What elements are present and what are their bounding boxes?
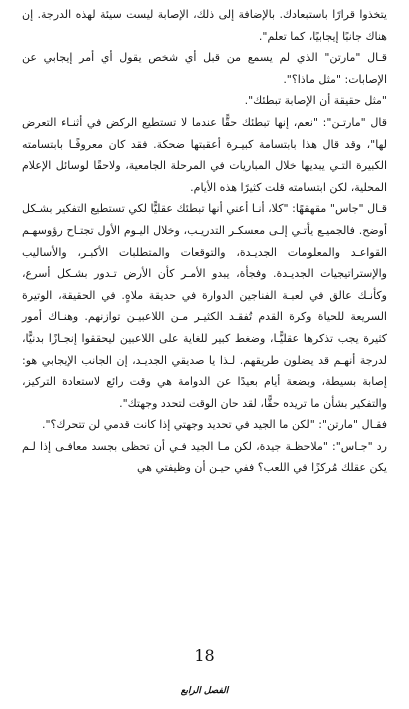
paragraph-5: قـال "جاس" مقهقهًا: "كلا، أنـا أعني أنها تبطئك عقليًّا لكي تستطيع التفكير بشـكل أوضح. فالجميـع يأتـي إلـى معسكـر التدريـب، وخلال اليـوم الأول تجتـاح رؤوسهـم القواعـد والمعلومات الجديـدة، والتوقعات والمتطلبات الأكبـر، والأساليب والإستراتيجيات الجديـدة. وفجأة، يبدو الأمـر كأن الأرض تـدور بشـكل أسرع، وكأنـك عالق في لعبـة الفناجين الدوارة في حديقة ملاهٍ. في الحقيقة، الوتيرة السريعة للحياة وكرة القدم تُفقـد الكثيـر مـن اللاعبيـن توازنهم. وهنـاك أمور كثيرة يجب تذكرها عقليًّـا، وضغط كبير للغاية على اللاعبين ليحققوا إنجـازًا بدنيًّا، لدرجة أنهـم قد يضلون طريقهم. لـذا يا صديقي الجديـد، إن الجانب الإيجابي هو: إصابة بسيطة، وبضعة أيام بعيدًا عن الدوامة هي وقت رائع لاستعادة التركيز، والتفكير بشأن ما تريده حقًّا، لقد حان الوقت لتحدد وجهتك".	[22, 202, 387, 410]
page-number: 18	[194, 646, 215, 665]
chapter-label: الفصل الرابع	[180, 686, 229, 696]
paragraph-4: قال "مارتـن": "نعم، إنها تبطئك حقًّا عندما لا تستطيع الركض في أثنـاء التعرض لها"، وقد قال هذا بابتسامة كبيـرة أعقبتها ضحكة. فقد كان معروفًـا بابتسامته الكبيرة التـي يبديها خلال المباريات في المرحلة الجامعية، ولاحقًا لوسائل الإعلام المحلية، لكن ابتسامته قلت كثيرًا هذه الأيام.	[22, 115, 387, 194]
paragraph-7: رد "جـاس": "ملاحظـة جيدة، لكن مـا الجيد فـي أن تحظى بجسد معافـى إذا لـم يكن عقلك مُركزًا في اللعب؟ ففي حيـن أن وظيفتي هي	[22, 439, 387, 475]
paragraph-1: يتخذوا قرارًا باستبعادك. بالإضافة إلى ذلك، الإصابة ليست سيئة لهذه الدرجة. إن هناك جانبًا إيجابيًا، كما تعلم".	[22, 8, 387, 43]
paragraph-6: فقـال "مارتن": "لكن ما الجيد في تحديد وجهتي إذا كانت قدمي لن تتحرك؟".	[41, 418, 387, 432]
paragraph-2: قـال "مارتن" الذي لم يسمع من قبل أي شخص يقول أي أمر إيجابي عن الإصابات: "مثل ماذا؟".	[22, 51, 387, 86]
paragraph-3: "مثل حقيقة أن الإصابة تبطئك".	[244, 94, 387, 108]
